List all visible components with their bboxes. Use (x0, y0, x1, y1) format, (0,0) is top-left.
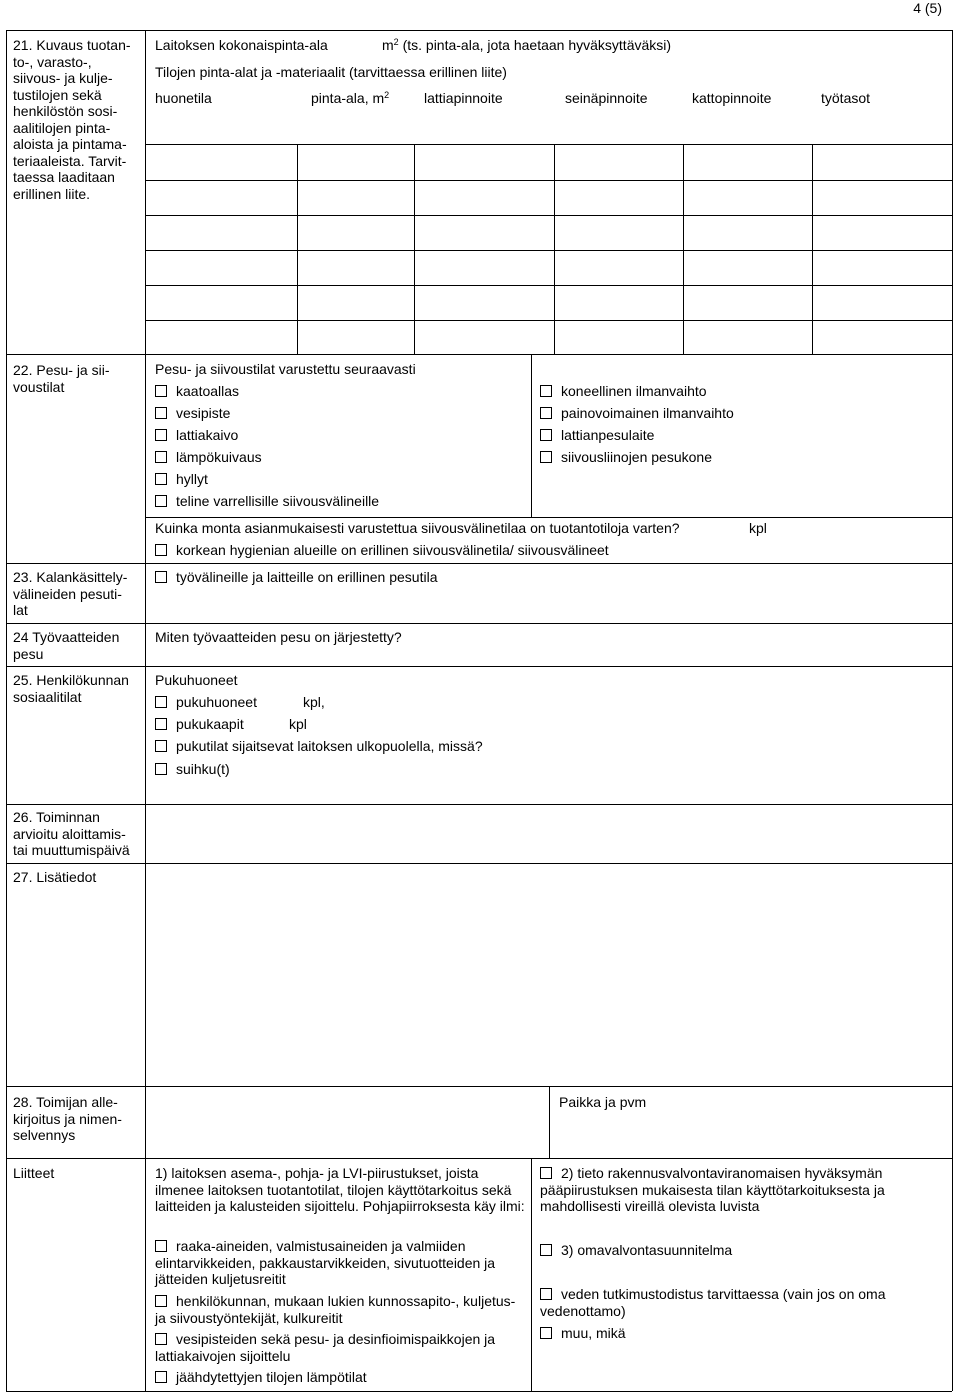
checkbox-separate-washroom[interactable]: työvälineille ja laitteille on erillinen pesutila (155, 569, 437, 586)
changing-rooms-heading: Pukuhuoneet (155, 672, 238, 688)
divider (6, 666, 952, 667)
checkbox-building-permit-info[interactable]: 2) tieto rakennusvalvontaviranomaisen hyväksymän pääpiirustuksen mukaisesta tilan käyttötarkoituksesta ja mahdollisesti vireillä olevista luvista (540, 1165, 885, 1214)
section-26-label: 26. Toiminnan arvioitu aloittamis- tai muuttumispäivä (13, 809, 130, 858)
table-line (145, 215, 952, 216)
col-kattopinnoite: kattopinnoite (692, 90, 772, 106)
section-21-label: 21. Kuvaus tuotan- to-, varasto-, siivous- ja kulje- tustilojen sekä henkilöstön sosi- aalitilojen pinta- aloista ja pintama- teriaaleista. Tarvit- taessa laaditaan erillinen liite. (13, 37, 131, 202)
checkbox-box[interactable] (155, 1240, 167, 1252)
total-area-label: Laitoksen kokonaispinta-ala (155, 37, 328, 53)
checkbox-cold-room-temps[interactable]: jäähdytettyjen tilojen lämpötilat (155, 1369, 367, 1386)
page-number: 4 (5) (913, 0, 942, 16)
table-line (297, 144, 298, 354)
checkbox-box[interactable] (155, 407, 167, 419)
divider (6, 354, 7, 804)
checkbox-box[interactable] (540, 451, 552, 463)
table-line (414, 144, 415, 354)
checkbox-box[interactable] (155, 1371, 167, 1383)
checkbox-painovoimainen-ilmanvaihto[interactable]: painovoimainen ilmanvaihto (540, 405, 734, 422)
checkbox-lattianpesulaite[interactable]: lattianpesulaite (540, 427, 654, 444)
checkbox-box[interactable] (155, 495, 167, 507)
place-date-label: Paikka ja pvm (559, 1094, 647, 1110)
checkbox-box[interactable] (155, 1333, 167, 1345)
divider (952, 804, 953, 1086)
divider (6, 1086, 7, 1158)
checkbox-high-hygiene[interactable]: korkean hygienian alueille on erillinen siivousvälinetila/ siivousvälineet (155, 542, 609, 559)
table-line (812, 144, 813, 354)
checkbox-water-points[interactable]: vesipisteiden sekä pesu- ja desinfioimispaikkojen ja lattiakaivojen sijoittelu (155, 1331, 496, 1364)
checkbox-box[interactable] (155, 763, 167, 775)
checkbox-box[interactable] (540, 1288, 552, 1300)
checkbox-box[interactable] (155, 1295, 167, 1307)
checkbox-box[interactable] (540, 1167, 552, 1179)
checkbox-box[interactable] (540, 407, 552, 419)
checkbox-box[interactable] (155, 696, 167, 708)
table-line (145, 250, 952, 251)
table-line (683, 144, 684, 354)
table-line (554, 144, 555, 354)
divider (6, 563, 952, 564)
divider (6, 623, 952, 624)
divider (145, 354, 146, 804)
checkbox-other[interactable]: muu, mikä (540, 1325, 626, 1342)
checkbox-siivousliinojen-pesukone[interactable]: siivousliinojen pesukone (540, 449, 712, 466)
checkbox-box[interactable] (540, 429, 552, 441)
checkbox-box[interactable] (540, 385, 552, 397)
col-huonetila: huonetila (155, 90, 212, 106)
section-22-label: 22. Pesu- ja sii- voustilat (13, 362, 110, 395)
checkbox-hyllyt[interactable]: hyllyt (155, 471, 208, 488)
divider (952, 30, 953, 354)
divider (6, 804, 7, 1086)
checkbox-box[interactable] (155, 473, 167, 485)
table-line (145, 180, 952, 181)
col-seinapinnoite: seinäpinnoite (565, 90, 648, 106)
divider (6, 354, 952, 355)
checkbox-lattiakaivo[interactable]: lattiakaivo (155, 427, 238, 444)
table-line (145, 285, 952, 286)
section-28-label: 28. Toimijan alle- kirjoitus ja nimen- selvennys (13, 1094, 122, 1143)
table-line (145, 144, 952, 145)
section-25-label: 25. Henkilökunnan sosiaalitilat (13, 672, 129, 705)
checkbox-pukuhuoneet[interactable]: pukuhuoneet (155, 694, 257, 711)
divider (531, 354, 532, 517)
divider (6, 30, 7, 354)
checkbox-teline[interactable]: teline varrellisille siivousvälineille (155, 493, 379, 510)
divider (145, 30, 146, 354)
checkbox-vesipiste[interactable]: vesipiste (155, 405, 230, 422)
checkbox-lampokuivaus[interactable]: lämpökuivaus (155, 449, 262, 466)
start-date-field[interactable] (146, 805, 951, 863)
cleaning-rooms-question: Kuinka monta asianmukaisesti varustettua siivousvälinetilaa on tuotantotiloja varten? (155, 520, 680, 536)
pukuhuoneet-unit: kpl, (303, 694, 325, 710)
signature-field[interactable] (146, 1087, 548, 1157)
wash-rooms-intro: Pesu- ja siivoustilat varustettu seuraavasti (155, 361, 416, 377)
checkbox-suihku[interactable]: suihku(t) (155, 761, 230, 778)
attachment-item-1: 1) laitoksen asema-, pohja- ja LVI-piirustukset, joista ilmenee laitoksen tuotantotilat, tilojen käyttötarkoitus sekä laitteiden ja kalusteiden sijoittelu. Pohjapiirroksesta käy ilmi: (155, 1165, 525, 1214)
col-pinta-ala: pinta-ala, $m^2$ (311, 90, 390, 106)
checkbox-pukutilat-ulkopuolella[interactable]: pukutilat sijaitsevat laitoksen ulkopuolella, missä? (155, 738, 483, 755)
area-note: $m^2$ (ts. pinta-ala, jota haetaan hyväksyttäväksi) (382, 37, 672, 53)
divider (6, 1158, 952, 1159)
checkbox-water-certificate[interactable]: veden tutkimustodistus tarvittaessa (vain jos on oma vedenottamo) (540, 1286, 886, 1319)
divider (145, 1158, 146, 1391)
section-23-label: 23. Kalankäsittely- välineiden pesuti- lat (13, 569, 128, 618)
question-unit: kpl (749, 520, 767, 536)
checkbox-box[interactable] (155, 544, 167, 556)
divider (6, 1391, 952, 1392)
checkbox-box[interactable] (155, 571, 167, 583)
checkbox-pukukaapit[interactable]: pukukaapit (155, 716, 244, 733)
pukukaapit-unit: kpl (289, 716, 307, 732)
checkbox-box[interactable] (155, 740, 167, 752)
checkbox-box[interactable] (155, 429, 167, 441)
divider (952, 1158, 953, 1391)
section-24-label: 24 Työvaatteiden pesu (13, 629, 120, 662)
workwear-question: Miten työvaatteiden pesu on järjestetty? (155, 629, 402, 645)
checkbox-box[interactable] (540, 1327, 552, 1339)
divider (952, 354, 953, 804)
checkbox-personnel-routes[interactable]: henkilökunnan, mukaan lukien kunnossapito-, kuljetus- ja siivoustyöntekijät, kulkureitit (155, 1293, 516, 1326)
col-lattiapinnoite: lattiapinnoite (424, 90, 503, 106)
place-date-field[interactable] (550, 1112, 951, 1157)
checkbox-box[interactable] (155, 718, 167, 730)
checkbox-box[interactable] (155, 451, 167, 463)
divider (145, 517, 952, 518)
col-tyotasot: työtasot (821, 90, 871, 106)
checkbox-box[interactable] (155, 385, 167, 397)
rooms-intro: Tilojen pinta-alat ja -materiaalit (tarvittaessa erillinen liite) (155, 64, 507, 80)
checkbox-routes[interactable]: raaka-aineiden, valmistusaineiden ja valmiiden elintarvikkeiden, pakkaustarvikkeiden, sivutuotteiden ja jätteiden kuljetusreitit (155, 1238, 496, 1287)
checkbox-koneellinen-ilmanvaihto[interactable]: koneellinen ilmanvaihto (540, 383, 707, 400)
section-27-label: 27. Lisätiedot (13, 869, 97, 885)
divider (6, 30, 952, 31)
checkbox-self-monitoring-plan[interactable]: 3) omavalvontasuunnitelma (540, 1242, 732, 1259)
divider (531, 1158, 532, 1391)
checkbox-box[interactable] (540, 1244, 552, 1256)
table-line (145, 320, 952, 321)
attachments-label: Liitteet (13, 1165, 55, 1181)
checkbox-kaatoallas[interactable]: kaatoallas (155, 383, 239, 400)
divider (6, 1158, 7, 1391)
divider (952, 1086, 953, 1158)
additional-info-field[interactable] (146, 864, 951, 1085)
